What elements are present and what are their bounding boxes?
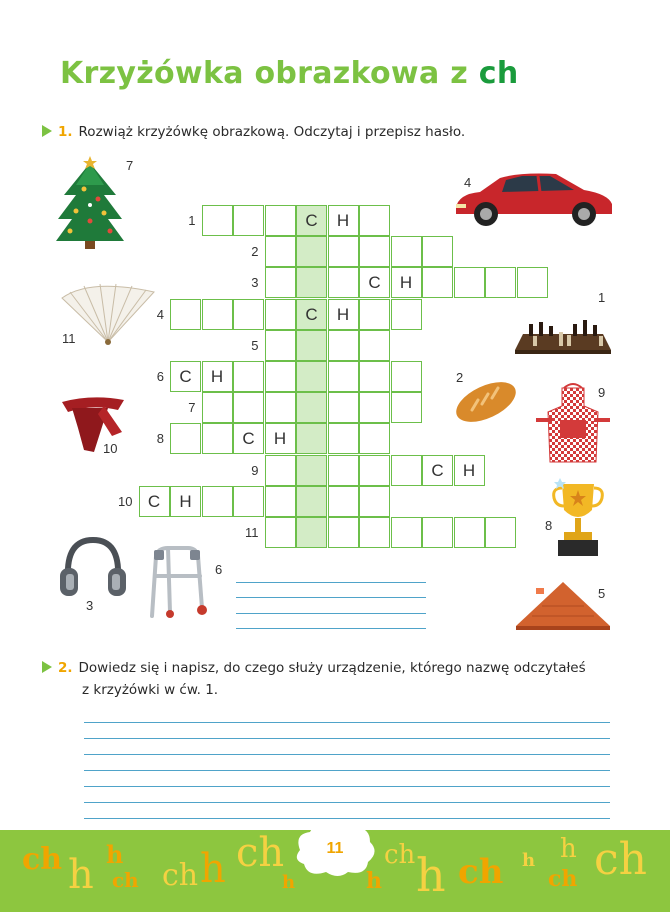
- crossword-cell[interactable]: C: [139, 486, 170, 517]
- crossword-row-number: 7: [188, 400, 196, 416]
- crossword-cell[interactable]: [202, 423, 233, 454]
- crossword-row-number: 10: [118, 493, 133, 509]
- walker-picture: [144, 542, 212, 618]
- decorative-ch: ch: [384, 840, 416, 870]
- crossword-cell[interactable]: [265, 299, 296, 330]
- scarf-picture: [58, 392, 128, 456]
- crossword-cell[interactable]: [454, 267, 485, 298]
- crossword-row-number: 6: [156, 369, 164, 384]
- christmas-tree-picture: [54, 155, 126, 251]
- crossword-row-number: 4: [156, 306, 164, 322]
- trophy-picture: [550, 478, 606, 560]
- crossword-key-cell[interactable]: [296, 361, 327, 392]
- answer-line[interactable]: [84, 770, 610, 771]
- crossword-cell[interactable]: [328, 330, 359, 361]
- decorative-h: h: [522, 850, 536, 871]
- crossword-cell[interactable]: [422, 236, 453, 267]
- arrow-icon: [42, 661, 52, 673]
- headphones-picture: [58, 534, 128, 600]
- picture-number: 6: [215, 562, 223, 577]
- crossword-cell[interactable]: [170, 423, 201, 454]
- crossword-cell[interactable]: [359, 486, 390, 517]
- crossword-cell[interactable]: [202, 205, 233, 236]
- crossword-cell[interactable]: [517, 267, 548, 298]
- crossword-cell[interactable]: [265, 392, 296, 423]
- crossword-cell[interactable]: [233, 392, 264, 423]
- crossword-cell[interactable]: [359, 361, 390, 392]
- arrow-icon: [42, 125, 52, 137]
- crossword-cell[interactable]: [265, 517, 296, 548]
- crossword-cell[interactable]: [422, 267, 453, 298]
- picture-number: 1: [598, 290, 606, 305]
- crossword-row-number: 5: [251, 337, 259, 353]
- crossword-cell[interactable]: [359, 423, 390, 454]
- crossword-cell[interactable]: C: [422, 455, 453, 486]
- crossword-cell[interactable]: [265, 361, 296, 392]
- crossword-cell[interactable]: H: [202, 361, 233, 392]
- crossword-row-number: 9: [251, 462, 259, 478]
- crossword-cell[interactable]: [265, 236, 296, 267]
- crossword-row-number: 8: [156, 431, 164, 447]
- crossword-cell[interactable]: [391, 361, 422, 392]
- answer-line[interactable]: [84, 722, 610, 723]
- decorative-h: h: [416, 848, 446, 902]
- decorative-ch: ch: [22, 842, 63, 877]
- picture-number: 4: [464, 175, 472, 190]
- decorative-h: h: [106, 840, 124, 869]
- crossword-cell[interactable]: [422, 517, 453, 548]
- crossword-cell[interactable]: H: [328, 299, 359, 330]
- crossword-cell[interactable]: [359, 392, 390, 423]
- crossword-cell[interactable]: [233, 205, 264, 236]
- crossword-row-number: 2: [251, 244, 259, 260]
- decorative-h: h: [200, 846, 226, 892]
- task-2-text-line-1: Dowiedz się i napisz, do czego służy urządzenie, którego nazwę odczytałeś: [78, 660, 586, 676]
- crossword-cell[interactable]: [485, 517, 516, 548]
- crossword-cell[interactable]: [328, 423, 359, 454]
- crossword-cell[interactable]: H: [454, 455, 485, 486]
- decorative-h: h: [68, 852, 94, 898]
- crossword-cell[interactable]: [233, 299, 264, 330]
- task-2: [42, 660, 586, 676]
- crossword-row-number: 3: [251, 275, 259, 291]
- crossword-row-number: 1: [188, 213, 196, 228]
- crossword-cell[interactable]: [328, 392, 359, 423]
- title-text: Krzyżówka obrazkowa z: [60, 56, 479, 91]
- crossword-cell[interactable]: [265, 455, 296, 486]
- crossword-cell[interactable]: [328, 455, 359, 486]
- crossword-cell[interactable]: [359, 236, 390, 267]
- crossword-cell[interactable]: H: [265, 423, 296, 454]
- crossword-cell[interactable]: [328, 486, 359, 517]
- crossword-cell[interactable]: [265, 486, 296, 517]
- crossword-cell[interactable]: [359, 205, 390, 236]
- crossword-cell[interactable]: [233, 486, 264, 517]
- picture-number: 3: [86, 598, 94, 613]
- decorative-h: h: [282, 872, 296, 893]
- crossword-row-number: 11: [245, 525, 259, 540]
- picture-number: 11: [62, 331, 76, 346]
- crossword-cell[interactable]: [391, 517, 422, 548]
- decorative-ch: ch: [162, 858, 199, 893]
- crossword-cell[interactable]: [391, 455, 422, 486]
- crossword-cell[interactable]: [265, 267, 296, 298]
- crossword-key-cell[interactable]: [296, 267, 327, 298]
- decorative-ch: ch: [236, 830, 285, 876]
- page-number: 11: [326, 840, 344, 857]
- crossword-key-cell[interactable]: [296, 455, 327, 486]
- task-1-text: Rozwiąż krzyżówkę obrazkową. Odczytaj i przepisz hasło.: [78, 124, 466, 140]
- crossword-cell[interactable]: [328, 267, 359, 298]
- answer-line[interactable]: [84, 818, 610, 819]
- answer-line[interactable]: [236, 613, 426, 614]
- picture-number: 10: [103, 441, 118, 456]
- decorative-ch: ch: [112, 868, 139, 892]
- crossword-key-cell[interactable]: [296, 236, 327, 267]
- crossword-cell[interactable]: [359, 299, 390, 330]
- decorative-ch: ch: [548, 866, 578, 892]
- crossword-cell[interactable]: [485, 267, 516, 298]
- crossword-key-cell[interactable]: C: [296, 205, 327, 236]
- crossword-key-cell[interactable]: [296, 486, 327, 517]
- task-2-text-line-2: z krzyżówki w ćw. 1.: [82, 682, 219, 698]
- chessboard-picture: [515, 316, 611, 354]
- crossword-cell[interactable]: [328, 236, 359, 267]
- answer-line[interactable]: [236, 628, 426, 629]
- decorative-ch: ch: [458, 852, 504, 892]
- task-2-number: 2.: [58, 660, 73, 676]
- crossword-cell[interactable]: [454, 517, 485, 548]
- crossword-key-cell[interactable]: [296, 517, 327, 548]
- decorative-h: h: [560, 834, 577, 864]
- bread-picture: [452, 374, 520, 426]
- title-accent: ch: [478, 56, 519, 91]
- crossword-cell[interactable]: [265, 330, 296, 361]
- decorative-h: h: [366, 868, 382, 894]
- answer-line[interactable]: [84, 738, 610, 739]
- answer-line[interactable]: [236, 597, 426, 598]
- crossword-key-cell[interactable]: [296, 423, 327, 454]
- picture-number: 8: [545, 518, 553, 533]
- task-1-number: 1.: [58, 124, 73, 140]
- page-title: [60, 56, 518, 91]
- crossword-cell[interactable]: [359, 517, 390, 548]
- answer-line[interactable]: [84, 754, 610, 755]
- answer-line[interactable]: [84, 786, 610, 787]
- crossword-cell[interactable]: [359, 330, 390, 361]
- crossword-cell[interactable]: [391, 299, 422, 330]
- crossword-cell[interactable]: [202, 486, 233, 517]
- crossword-cell[interactable]: H: [170, 486, 201, 517]
- answer-line[interactable]: [84, 802, 610, 803]
- crossword-cell[interactable]: [233, 361, 264, 392]
- picture-number: 2: [456, 370, 464, 385]
- car-picture: [450, 168, 616, 232]
- crossword-cell[interactable]: [202, 392, 233, 423]
- answer-line[interactable]: [236, 582, 426, 583]
- crossword-cell[interactable]: [391, 236, 422, 267]
- crossword-cell[interactable]: [202, 299, 233, 330]
- picture-number: 9: [598, 385, 606, 400]
- crossword-cell[interactable]: C: [233, 423, 264, 454]
- crossword-cell[interactable]: [265, 205, 296, 236]
- crossword-cell[interactable]: [170, 299, 201, 330]
- picture-number: 7: [126, 158, 134, 173]
- crossword-cell[interactable]: C: [359, 267, 390, 298]
- picture-number: 5: [598, 586, 606, 601]
- crossword-cell[interactable]: H: [391, 267, 422, 298]
- crossword-key-cell[interactable]: C: [296, 299, 327, 330]
- crossword-cell[interactable]: H: [328, 205, 359, 236]
- crossword-cell[interactable]: [328, 361, 359, 392]
- crossword-cell[interactable]: [359, 455, 390, 486]
- crossword-cell[interactable]: [391, 392, 422, 423]
- crossword-cell[interactable]: C: [170, 361, 201, 392]
- decorative-ch: ch: [594, 834, 647, 885]
- crossword-key-cell[interactable]: [296, 392, 327, 423]
- apron-picture: [534, 382, 612, 466]
- crossword-cell[interactable]: [328, 517, 359, 548]
- task-1: [42, 124, 465, 140]
- crossword-key-cell[interactable]: [296, 330, 327, 361]
